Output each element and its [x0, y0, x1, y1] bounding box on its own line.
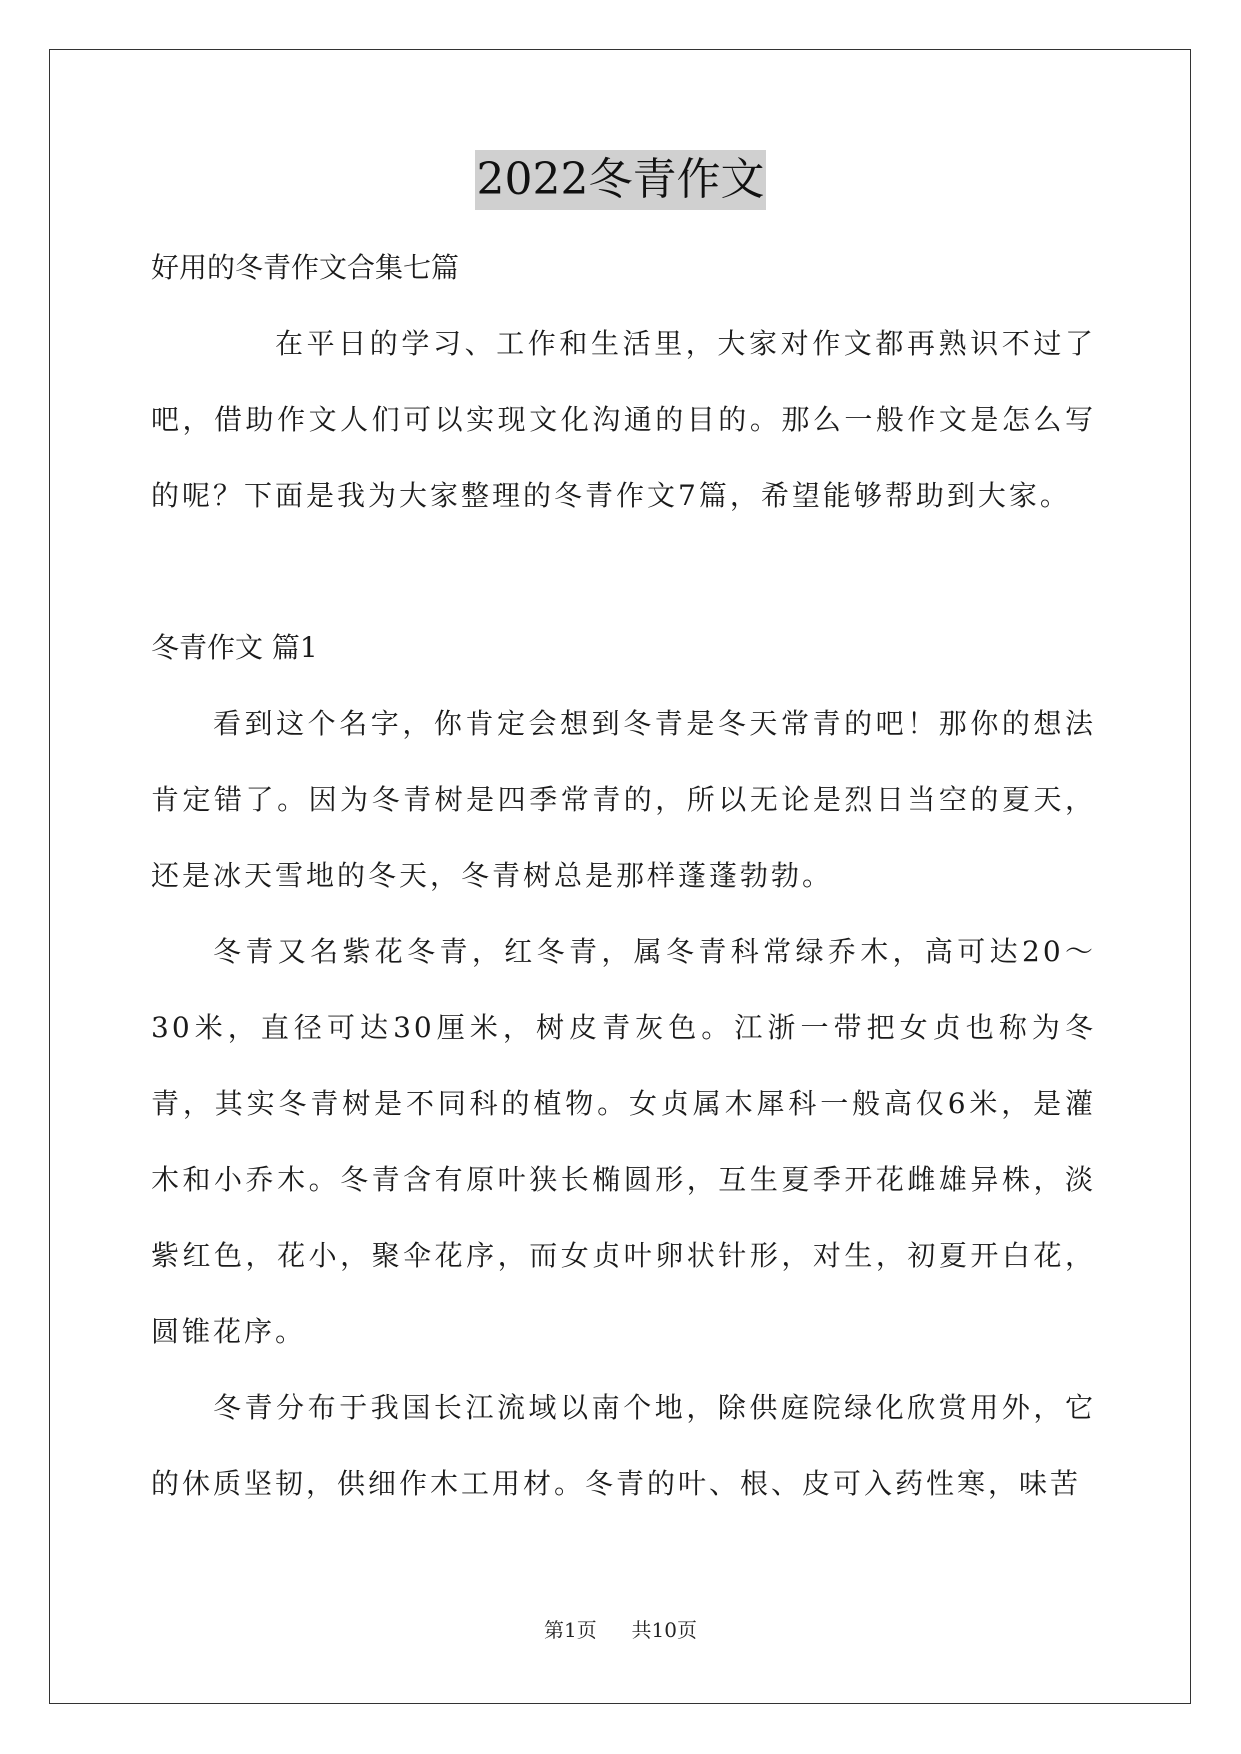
page-number: 第1页	[544, 1618, 597, 1642]
body-paragraph-2: 冬青又名紫花冬青，红冬青，属冬青科常绿乔木，高可达20～30米，直径可达30厘米，树皮青灰色。江浙一带把女贞也称为冬青，其实冬青树是不同科的植物。女贞属木犀科一般高仅6米，是灌木和小乔木。冬青含有原叶狭长椭圆形，互生夏季开花雌雄异株，淡紫红色，花小，聚伞花序，而女贞叶卵状针形，对生，初夏开白花，圆锥花序。	[151, 935, 1096, 1348]
document-subtitle: 好用的冬青作文合集七篇	[151, 251, 460, 284]
document-title: 2022冬青作文	[475, 150, 767, 210]
page-footer	[0, 1614, 1241, 1643]
title-container	[0, 150, 1241, 210]
document-body	[151, 230, 1096, 1522]
page-total: 共10页	[631, 1618, 697, 1642]
section-heading: 冬青作文 篇1	[151, 631, 318, 664]
intro-paragraph: 在平日的学习、工作和生活里，大家对作文都再熟识不过了吧，借助作文人们可以实现文化沟通的目的。那么一般作文是怎么写的呢？下面是我为大家整理的冬青作文7篇，希望能够帮助到大家。	[151, 327, 1096, 512]
section-spacer	[151, 534, 1096, 610]
body-paragraph-1: 看到这个名字，你肯定会想到冬青是冬天常青的吧！那你的想法肯定错了。因为冬青树是四季常青的，所以无论是烈日当空的夏天，还是冰天雪地的冬天，冬青树总是那样蓬蓬勃勃。	[151, 707, 1096, 892]
body-paragraph-3: 冬青分布于我国长江流域以南个地，除供庭院绿化欣赏用外，它的休质坚韧，供细作木工用材。冬青的叶、根、皮可入药性寒，味苦	[151, 1391, 1096, 1500]
